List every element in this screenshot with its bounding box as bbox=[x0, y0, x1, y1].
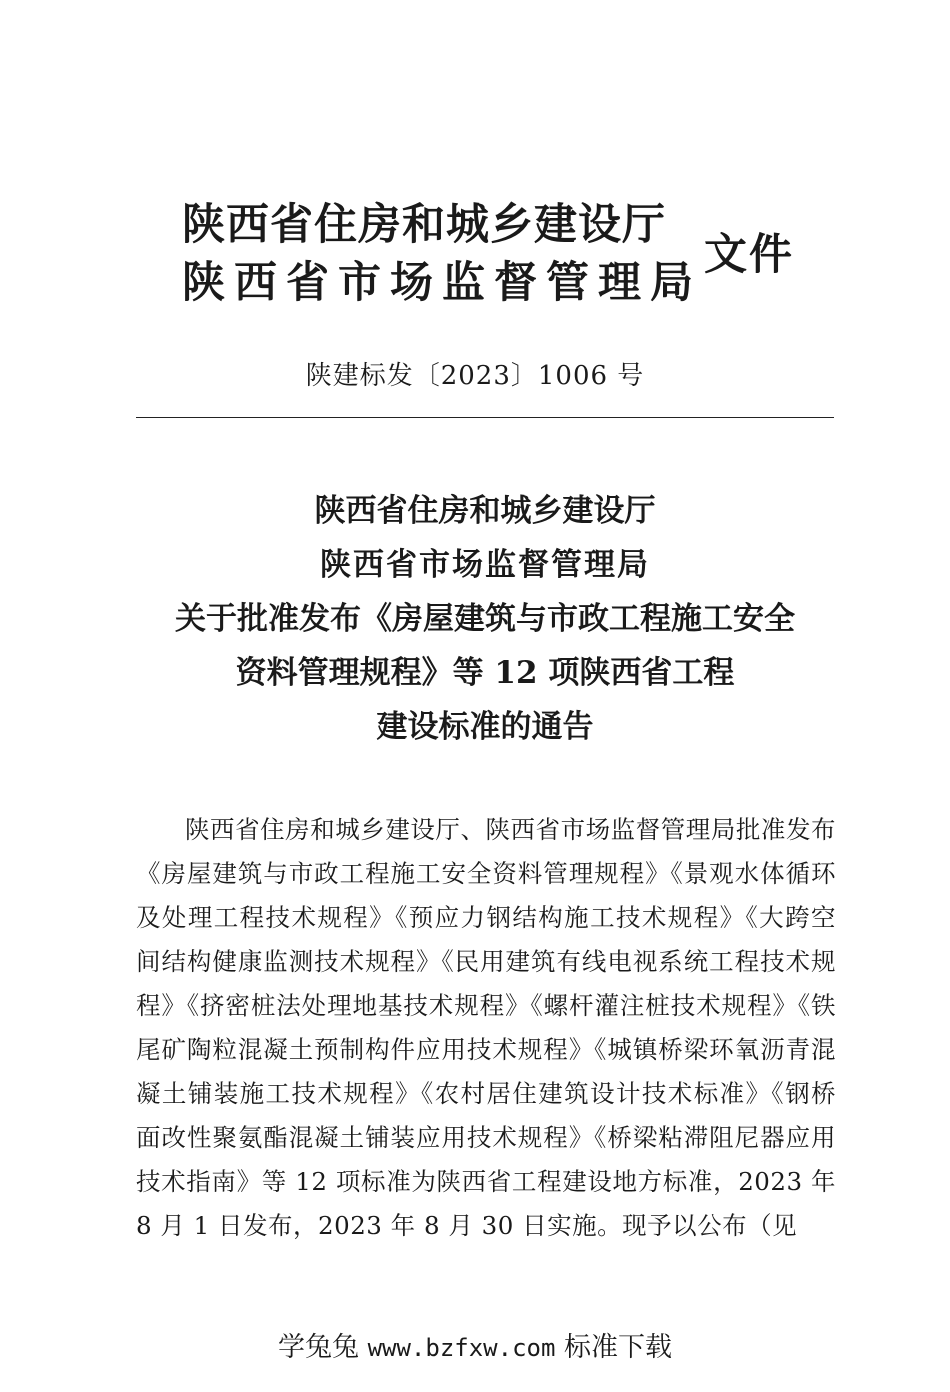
footer-tagline: 标准下载 bbox=[564, 1332, 673, 1363]
issuer-housing-department: 陕西省住房和城乡建设厅 bbox=[182, 200, 666, 250]
notice-title bbox=[120, 484, 850, 754]
header-divider bbox=[136, 417, 834, 418]
notice-body-paragraph: 陕西省住房和城乡建设厅、陕西省市场监督管理局批准发布《房屋建筑与市政工程施工安全资料管理规程》《景观水体循环及处理工程技术规程》《预应力钢结构施工技术规程》《大跨空间结构健康监测技术规程》《民用建筑有线电视系统工程技术规程》《挤密桩法处理地基技术规程》《螺杆灌注桩技术规程》《铁尾矿陶粒混凝土预制构件应用技术规程》《城镇桥梁环氧沥青混凝土铺装施工技术规程》《农村居住建筑设计技术标准》《钢桥面改性聚氨酯混凝土铺装应用技术规程》《桥梁粘滞阻尼器应用技术指南》等 12 项标准为陕西省工程建设地方标准，2023 年 8 月 1 日发布，2023 年 8 月 30 日实施。现予以公布（见 bbox=[136, 815, 836, 1240]
document-number: 陕建标发〔2023〕1006 号 bbox=[305, 361, 645, 391]
title-line-3: 关于批准发布《房屋建筑与市政工程施工安全 bbox=[175, 601, 795, 637]
footer-url: www.bzfxw.com bbox=[367, 1334, 556, 1362]
watermark-footer bbox=[0, 1328, 950, 1368]
issuer-market-supervision-bureau: 陕西省市场监督管理局 bbox=[182, 258, 702, 308]
title-line-2: 陕西省市场监督管理局 bbox=[320, 547, 650, 583]
title-line-4: 资料管理规程》等 12 项陕西省工程 bbox=[235, 655, 735, 691]
footer-site-name: 学兔兔 bbox=[277, 1332, 359, 1363]
document-header bbox=[182, 196, 802, 316]
title-line-5: 建设标准的通告 bbox=[376, 709, 594, 745]
title-line-1: 陕西省住房和城乡建设厅 bbox=[314, 493, 656, 529]
document-word: 文件 bbox=[704, 230, 794, 280]
